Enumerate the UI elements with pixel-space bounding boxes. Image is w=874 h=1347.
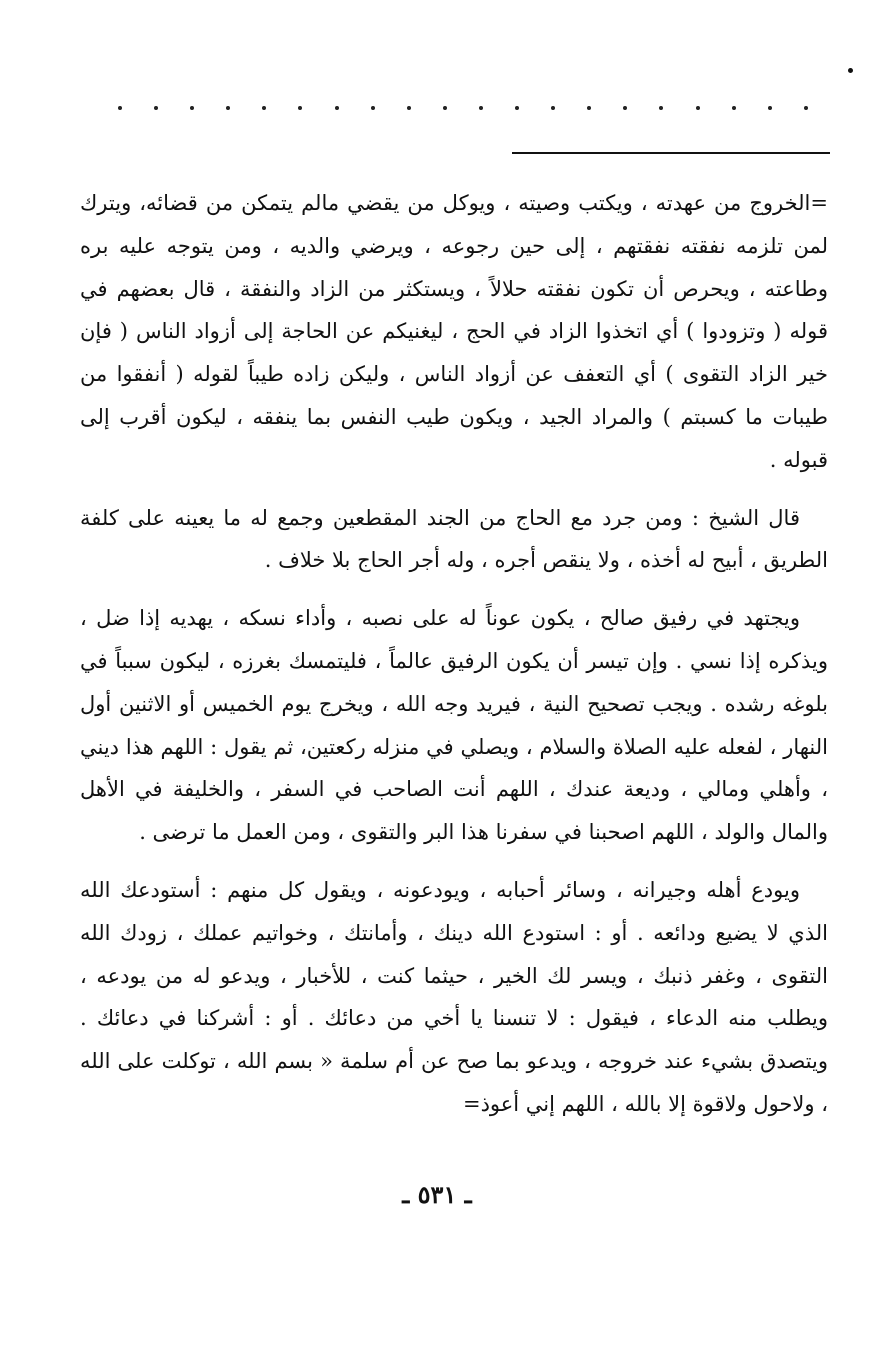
paragraph-1: =الخروج من عهدته ، ويكتب وصيته ، ويوكل من يقضي مالم يتمكن من قضائه، ويترك لمن تلزمه نفقته نفقتهم ، إلى حين رجوعه ، ويرضي والديه ، ومن يتوجه عليه بره وطاعته ، ويحرص أن تكون نفقته حلالاً ، ويستكثر من الزاد والنفقة ، قال بعضهم في قوله ( وتزودوا ) أي اتخذوا الزاد في الحج ، ليغنيكم عن الحاجة إلى أزواد الناس ( فإن خير الزاد التقوى ) أي التعفف عن أزواد الناس ، وليكن زاده طيباً لقوله ( أنفقوا من طيبات ما كسبتم ) والمراد الجيد ، ويكون طيب النفس بما ينفقه ، ليكون أقرب إلى قبوله . xyxy=(80,191,828,472)
paragraph-2: قال الشيخ : ومن جرد مع الحاج من الجند المقطعين وجمع له ما يعينه على كلفة الطريق ، أبيح له أخذه ، ولا ينقص أجره ، وله أجر الحاج بلا خلاف . xyxy=(80,505,828,573)
page-body xyxy=(80,182,828,1126)
footnote-rule xyxy=(512,152,830,154)
page-number: ـ ٥٣١ ـ xyxy=(402,1180,472,1209)
margin-mark xyxy=(848,68,853,73)
paragraph-4: ويودع أهله وجيرانه ، وسائر أحبابه ، ويودعونه ، ويقول كل منهم : أستودعك الله الذي لا يضيع ودائعه . أو : استودع الله دينك ، وأمانتك ، وخواتيم عملك ، زودك الله التقوى ، وغفر ذنبك ، ويسر لك الخير ، حيثما كنت ، للأخبار ، ويدعو له من يودعه ، ويطلب منه الدعاء ، فيقول : لا تنسنا يا أخي من دعائك . أو : أشركنا في دعائك . ويتصدق بشيء عند خروجه ، ويدعو بما صح عن أم سلمة « بسم الله ، توكلت على الله ، ولاحول ولاقوة إلا بالله ، اللهم إني أعوذ= xyxy=(80,877,828,1116)
paragraph-3: ويجتهد في رفيق صالح ، يكون عوناً له على نصبه ، وأداء نسكه ، يهديه إذا ضل ، ويذكره إذا نسي . وإن تيسر أن يكون الرفيق عالماً ، فليتمسك بغرزه ، ليكون سبباً في بلوغه رشده . ويجب تصحيح النية ، فيريد وجه الله ، ويخرج يوم الخميس أو الاثنين أول النهار ، لفعله عليه الصلاة والسلام ، ويصلي في منزله ركعتين، ثم يقول : اللهم هذا ديني ، وأهلي ومالي ، وديعة عندك ، اللهم أنت الصاحب في السفر ، والخليفة في الأهل والمال والولد ، اللهم اصحبنا في سفرنا هذا البر والتقوى ، ومن العمل ما ترضى . xyxy=(80,606,828,845)
dotted-separator xyxy=(118,106,808,110)
